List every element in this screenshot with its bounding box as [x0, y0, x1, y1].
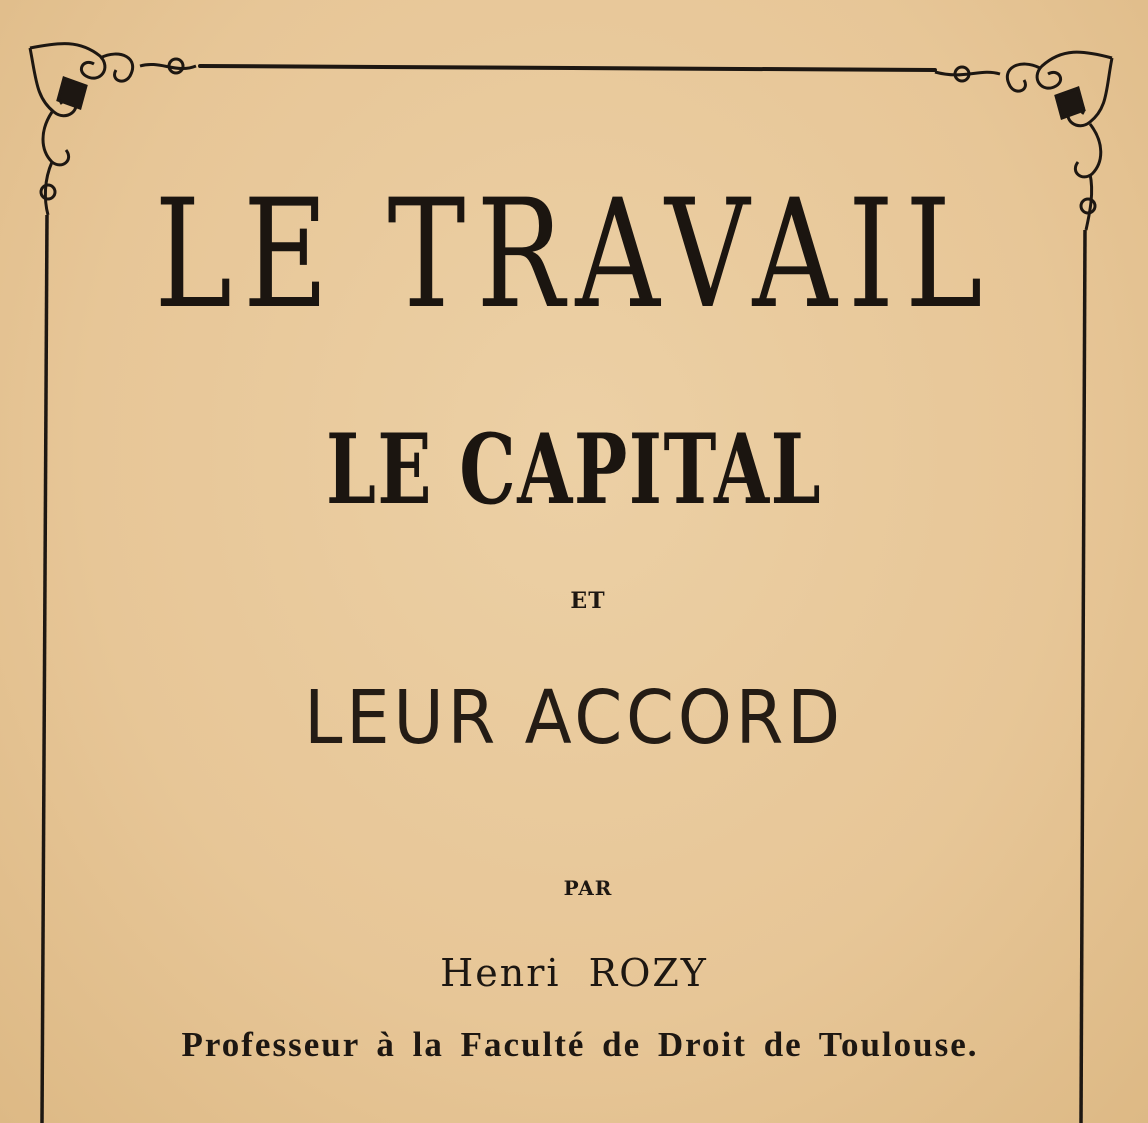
author-affiliation: Professeur à la Faculté de Droit de Toulouse.: [181, 1025, 979, 1064]
title-line-2: LE CAPITAL: [326, 413, 822, 526]
title-conjunction: ET: [570, 588, 606, 614]
title-line-1: LE TRAVAIL: [154, 168, 994, 342]
author-name: Henri ROZY: [440, 951, 708, 995]
byline-prefix: PAR: [563, 876, 613, 900]
title-line-3: LEUR ACCORD: [304, 675, 844, 761]
